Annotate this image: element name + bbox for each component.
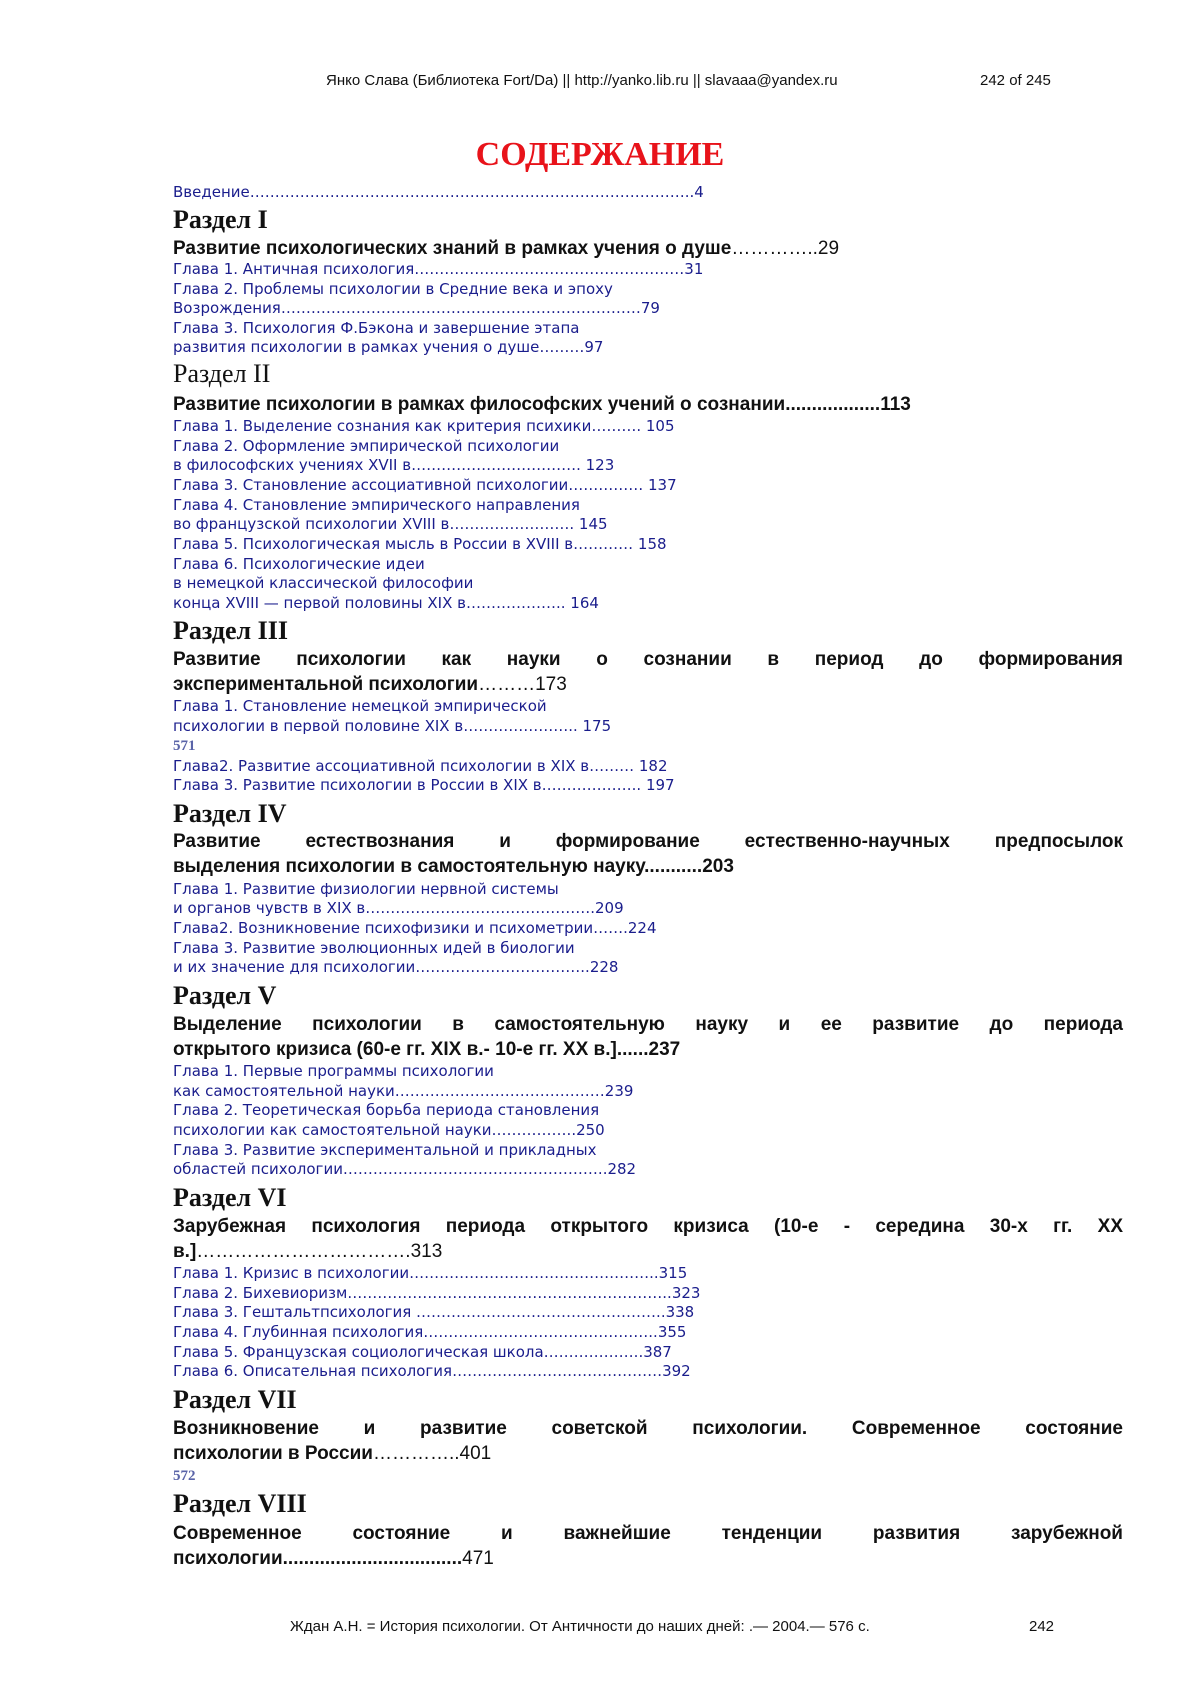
section-6-page: 313 — [410, 1241, 443, 1262]
chapter-line: Глава 2. Оформление эмпирической психологии — [173, 437, 560, 455]
chapter-line: Глава 3. Становление ассоциативной психологии…………… 137 — [173, 476, 677, 494]
section-8-heading: Раздел VIII — [173, 1489, 307, 1518]
section-6-title-line1: Зарубежная психология периода открытого кризиса (10-е - середина 30-х гг. XX — [173, 1216, 1123, 1237]
section-8-page: 471 — [462, 1548, 494, 1569]
section-7-page: 401 — [459, 1443, 492, 1464]
section-4-dots: ........... — [644, 856, 703, 877]
chapter-line: Глава2. Возникновение психофизики и психометрии…….224 — [173, 919, 657, 937]
chapter-line: и органов чувств в XIX в……………………………………….209 — [173, 899, 624, 917]
section-6-heading: Раздел VI — [173, 1183, 287, 1212]
print-page-number: 571 — [173, 738, 196, 754]
chapter-line: психологии как самостоятельной науки……………..250 — [173, 1121, 605, 1139]
chapter-line: Глава 1. Первые программы психологии — [173, 1062, 494, 1080]
chapter-line: Глава 3. Развитие экспериментальной и прикладных — [173, 1141, 597, 1159]
chapter-line: в философских учениях XVII в……………………………. 123 — [173, 456, 615, 474]
chapter-line: Глава 4. Становление эмпирического направления — [173, 496, 580, 514]
section-1-page: 29 — [817, 238, 840, 259]
chapter-line: Глава 4. Глубинная психология………………………………………..355 — [173, 1323, 687, 1341]
section-3-title-line1: Развитие психологии как науки о сознании в период до формирования — [173, 649, 1123, 670]
section-5-title-line2 — [173, 1038, 680, 1061]
chapter-line: во французской психологии XVIII в……………………. 145 — [173, 515, 608, 533]
section-1-title — [173, 237, 839, 260]
section-7-title-line2 — [173, 1442, 491, 1465]
section-6-dots: ……………………………. — [196, 1241, 411, 1262]
section-3-title-text: экспериментальной психологии — [173, 674, 479, 695]
chapter-line: Глава 3. Психология Ф.Бэкона и завершение этапа — [173, 319, 580, 337]
section-4-heading: Раздел IV — [173, 799, 287, 828]
chapter-line: областей психологии……………………………………………..282 — [173, 1160, 637, 1178]
section-2-title — [173, 393, 911, 416]
section-1-title-text: Развитие психологических знаний в рамках учения о душе — [173, 238, 732, 259]
chapter-line: Глава 2. Бихевиоризм………………………………………………………..323 — [173, 1284, 701, 1302]
chapter-line: Глава 6. Описательная психология……………………………………392 — [173, 1362, 691, 1380]
section-5-dots: ...... — [616, 1039, 649, 1060]
section-4-title-line1: Развитие естествознания и формирование естественно-научных предпосылок — [173, 831, 1123, 852]
section-2-dots: .................. — [785, 394, 881, 415]
section-5-title-line1: Выделение психологии в самостоятельную науку и ее развитие до периода — [173, 1014, 1123, 1035]
chapter-line: Глава 2. Теоретическая борьба периода становления — [173, 1101, 600, 1119]
section-2-title-text: Развитие психологии в рамках философских учений о сознании — [173, 394, 786, 415]
section-3-dots: ……… — [478, 674, 536, 695]
footer-citation: Ждан А.Н. = История психологии. От Античности до наших дней: .— 2004.— 576 с. — [290, 1618, 870, 1635]
toc-intro: Введение……………………………………………………………………………..4 — [173, 183, 704, 201]
chapter-line: Глава 1. Античная психология………………………………………………31 — [173, 260, 704, 278]
chapter-line: Глава 1. Выделение сознания как критерия психики………. 105 — [173, 417, 675, 435]
chapter-line: развития психологии в рамках учения о душе………97 — [173, 338, 604, 356]
section-5-page: 237 — [648, 1039, 681, 1060]
section-4-title-text: выделения психологии в самостоятельную науку — [173, 856, 645, 877]
footer-page-number: 242 — [1029, 1618, 1055, 1635]
section-7-title-text: психологии в России — [173, 1443, 373, 1464]
section-5-title-text: открытого кризиса (60-е гг. XIX в.- 10-е гг. XX в.] — [173, 1039, 617, 1060]
section-7-heading: Раздел VII — [173, 1385, 297, 1414]
chapter-line: Глава 5. Психологическая мысль в России в XVIII в………… 158 — [173, 535, 667, 553]
section-1-dots: ………….. — [731, 238, 818, 259]
section-4-page: 203 — [702, 856, 734, 877]
chapter-line: конца XVIII — первой половины XIX в……………….. 164 — [173, 594, 599, 612]
section-8-dots: .................................. — [282, 1548, 463, 1569]
section-6-title-text: в.] — [173, 1241, 197, 1262]
section-6-title-line2 — [173, 1240, 442, 1263]
section-7-dots: ………….. — [372, 1443, 460, 1464]
chapter-line: в немецкой классической философии — [173, 574, 474, 592]
chapter-line: Глава 2. Проблемы психологии в Средние века и эпоху — [173, 280, 613, 298]
header-source: Янко Слава (Библиотека Fort/Da) || http://yanko.lib.ru || slavaaa@yandex.ru — [326, 72, 838, 89]
print-page-number: 572 — [173, 1468, 196, 1484]
section-2-page: 113 — [880, 394, 911, 415]
section-7-title-line1: Возникновение и развитие советской психологии. Современное состояние — [173, 1418, 1123, 1439]
section-3-heading: Раздел III — [173, 616, 288, 645]
chapter-line: как самостоятельной науки……………………………………239 — [173, 1082, 634, 1100]
chapter-line: Глава2. Развитие ассоциативной психологии в XIX в……… 182 — [173, 757, 668, 775]
chapter-line: Глава 6. Психологические идеи — [173, 555, 425, 573]
section-2-heading: Раздел II — [173, 359, 271, 388]
section-3-page: 173 — [535, 674, 567, 695]
chapter-line: Глава 3. Развитие психологии в России в XIX в……………….. 197 — [173, 776, 675, 794]
section-5-heading: Раздел V — [173, 981, 277, 1010]
chapter-line: Глава 3. Гештальтпсихология …………………………………………..338 — [173, 1303, 695, 1321]
section-8-title-line1: Современное состояние и важнейшие тенденции развития зарубежной — [173, 1523, 1123, 1544]
chapter-line: и их значение для психологии……………………………..228 — [173, 958, 619, 976]
chapter-line: Возрождения………………………………………………………………79 — [173, 299, 660, 317]
chapter-line: психологии в первой половине XIX в………………….. 175 — [173, 717, 612, 735]
chapter-line: Глава 3. Развитие эволюционных идей в биологии — [173, 939, 575, 957]
section-1-heading: Раздел I — [173, 205, 268, 234]
toc-title: СОДЕРЖАНИЕ — [475, 136, 725, 173]
header-page-number: 242 of 245 — [980, 72, 1051, 89]
section-8-title-text: психологии — [173, 1548, 283, 1569]
chapter-line: Глава 1. Развитие физиологии нервной системы — [173, 880, 559, 898]
chapter-line: Глава 1. Становление немецкой эмпирической — [173, 697, 547, 715]
section-3-title-line2 — [173, 673, 567, 696]
chapter-line: Глава 1. Кризис в психологии…………………………………………..315 — [173, 1264, 688, 1282]
section-8-title-line2 — [173, 1547, 494, 1570]
section-4-title-line2 — [173, 855, 734, 878]
chapter-line: Глава 5. Французская социологическая школа………………..387 — [173, 1343, 672, 1361]
